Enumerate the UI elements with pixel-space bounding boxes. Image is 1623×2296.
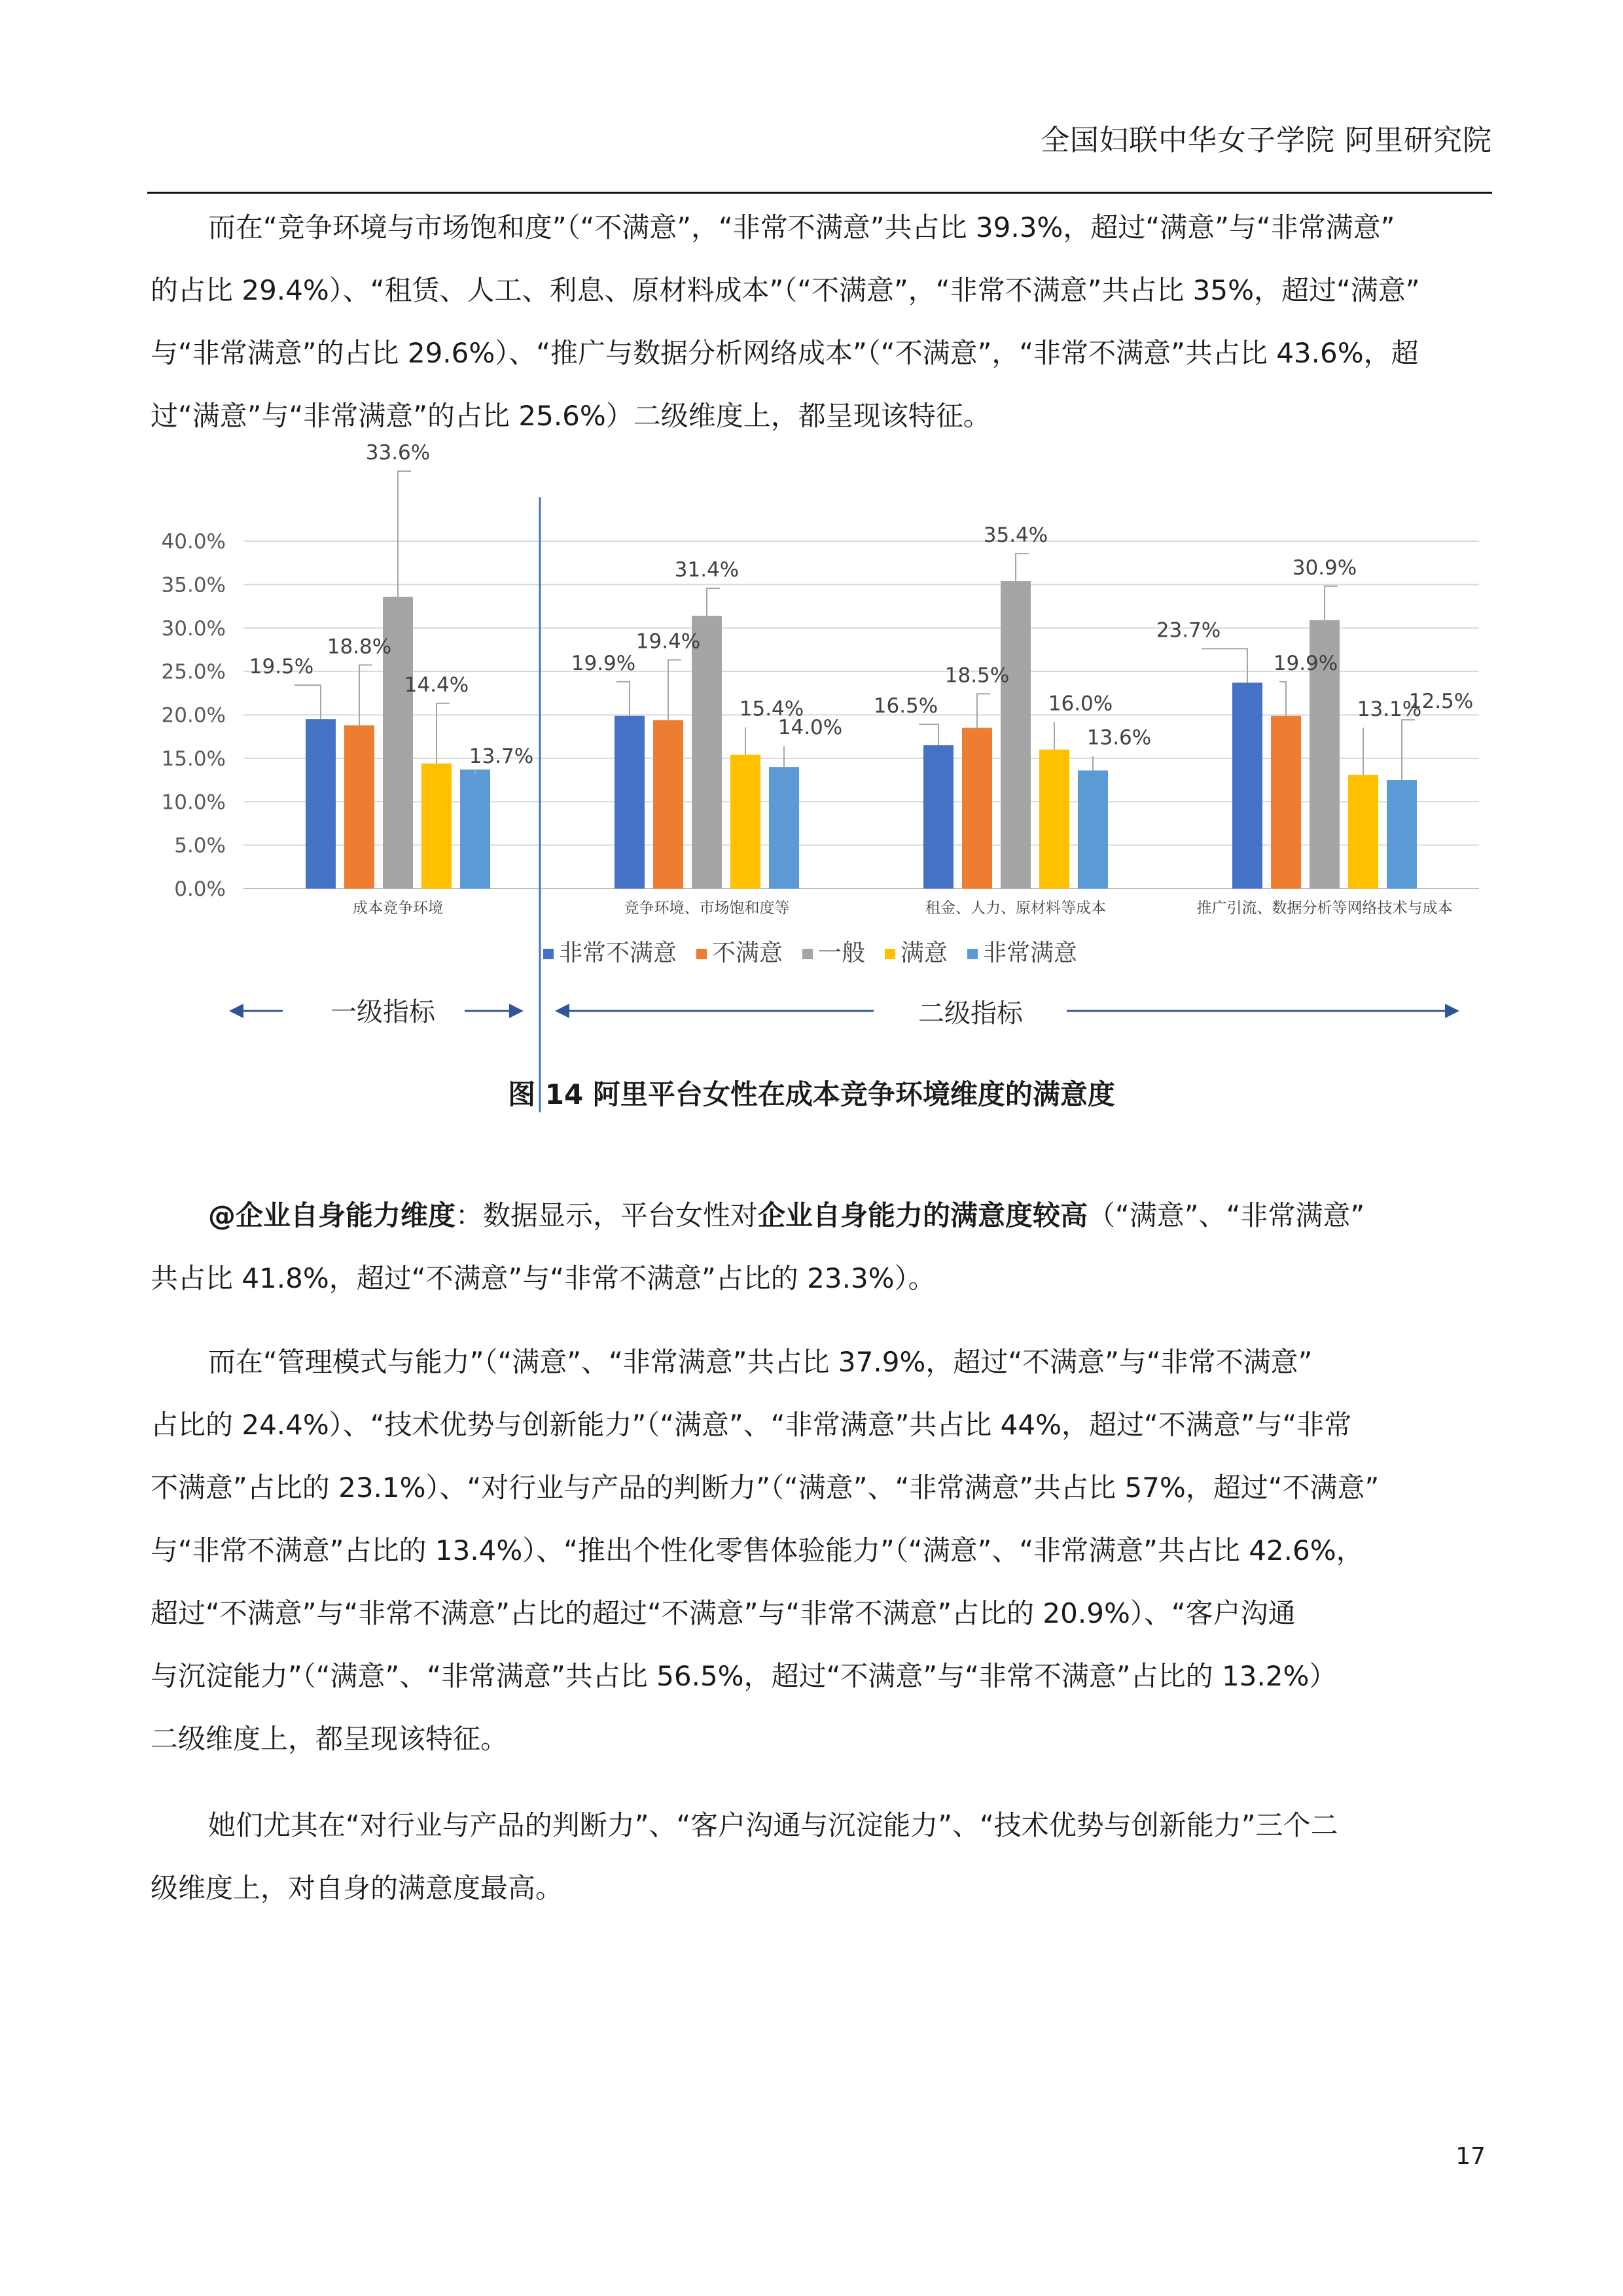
legend-label: 非常不满意 xyxy=(559,940,677,966)
leader-line xyxy=(437,703,450,764)
data-label: 19.9% xyxy=(1273,651,1338,675)
data-label: 12.5% xyxy=(1408,690,1474,714)
bar xyxy=(421,764,452,889)
leader-line xyxy=(398,471,411,597)
ytick-label: 25.0% xyxy=(161,660,226,684)
ytick-label: 5.0% xyxy=(174,834,226,858)
text-line: 的占比 29.4%）、“租赁、人工、利息、原材料成本”（“不满意”，“非常不满意”共占比 35%，超过“满意” xyxy=(151,274,1420,306)
data-label: 23.7% xyxy=(1156,618,1221,643)
text-line: 与“非常不满意”占比的 13.4%）、“推出个性化零售体验能力”（“满意”、“非常满意”共占比 42.6%， xyxy=(151,1534,1364,1566)
legend-swatch xyxy=(543,949,554,959)
ytick-label: 35.0% xyxy=(161,573,226,597)
leader-line xyxy=(919,724,938,745)
data-label: 18.8% xyxy=(327,635,392,659)
data-label: 19.5% xyxy=(249,655,314,679)
category-label: 推广引流、数据分析等网络技术与成本 xyxy=(1196,900,1453,917)
ytick-label: 0.0% xyxy=(174,877,226,901)
ytick-label: 20.0% xyxy=(161,703,226,728)
legend-swatch xyxy=(967,949,978,959)
leader-line xyxy=(1325,586,1338,620)
legend-label: 不满意 xyxy=(712,940,783,966)
bar xyxy=(692,616,722,889)
bar xyxy=(1232,682,1262,889)
bar xyxy=(962,728,992,889)
text-line: 过“满意”与“非常满意”的占比 25.6%）二级维度上，都呈现该特征。 xyxy=(151,400,991,432)
leader-line xyxy=(977,694,990,728)
arrow-head-right-icon xyxy=(1445,1004,1459,1018)
ytick-label: 15.0% xyxy=(161,747,226,771)
bar xyxy=(306,719,336,889)
paragraph-management xyxy=(151,1331,1486,1771)
leader-line xyxy=(1202,648,1247,682)
text-line: 与沉淀能力”（“满意”、“非常满意”共占比 56.5%，超过“不满意”与“非常不满意”占比的 13.2%） xyxy=(151,1660,1337,1692)
legend-label: 一般 xyxy=(818,940,866,966)
level1-label: 一级指标 xyxy=(330,997,435,1027)
bar xyxy=(653,720,683,889)
data-label: 14.4% xyxy=(404,673,469,697)
page-number: 17 xyxy=(1455,2143,1486,2170)
data-label: 13.6% xyxy=(1086,726,1152,750)
satisfaction-bar-chart xyxy=(0,0,1623,1112)
text-line: 共占比 41.8%，超过“不满意”与“非常不满意”占比的 23.3%）。 xyxy=(151,1262,936,1294)
arrow-head-right-icon xyxy=(509,1004,524,1018)
text-line: 与“非常满意”的占比 29.6%）、“推广与数据分析网络成本”（“不满意”，“非常不满意”共占比 43.6%，超 xyxy=(151,337,1419,369)
leader-line xyxy=(359,665,372,725)
leader-line xyxy=(616,682,630,716)
bar xyxy=(1387,780,1417,889)
legend-swatch xyxy=(696,949,707,959)
category-label: 竞争环境、市场饱和度等 xyxy=(624,900,790,917)
document-header: 全国妇联中华女子学院 阿里研究院 xyxy=(1041,124,1492,157)
ytick-label: 40.0% xyxy=(161,530,226,554)
bar xyxy=(1348,775,1378,889)
bar xyxy=(344,725,374,889)
data-label: 33.6% xyxy=(365,440,431,465)
bar xyxy=(1078,770,1108,889)
data-label: 16.5% xyxy=(873,694,938,718)
text-line: 而在“竞争环境与市场饱和度”（“不满意”，“非常不满意”共占比 39.3%，超过“满意”与“非常满意” xyxy=(208,211,1395,243)
data-label: 30.9% xyxy=(1292,556,1357,580)
text-line: 级维度上，对自身的满意度最高。 xyxy=(151,1872,563,1904)
bold-heading: @企业自身能力维度 xyxy=(208,1199,456,1231)
text-line: 她们尤其在“对行业与产品的判断力”、“客户沟通与沉淀能力”、“技术优势与创新能力”三个二 xyxy=(208,1809,1338,1841)
figure-caption: 图 14 阿里平台女性在成本竞争环境维度的满意度 xyxy=(508,1078,1115,1110)
text-line: 不满意”占比的 23.1%）、“对行业与产品的判断力”（“满意”、“非常满意”共占比 57%，超过“不满意” xyxy=(151,1472,1380,1504)
bar xyxy=(615,716,645,889)
legend-label: 满意 xyxy=(901,940,948,966)
data-label: 13.1% xyxy=(1357,698,1422,722)
paragraph-highest xyxy=(151,1794,1486,1920)
leader-line xyxy=(707,588,720,616)
level2-label: 二级指标 xyxy=(918,998,1023,1029)
data-label: 31.4% xyxy=(674,558,740,582)
leader-line xyxy=(1402,720,1415,780)
bold-highlight: 企业自身能力的满意度较高 xyxy=(758,1199,1088,1231)
ytick-label: 10.0% xyxy=(161,790,226,815)
bar xyxy=(460,769,490,889)
text-run: ：数据显示，平台女性对 xyxy=(455,1199,758,1231)
ytick-label: 30.0% xyxy=(161,616,226,641)
text-line: 而在“管理模式与能力”（“满意”、“非常满意”共占比 37.9%，超过“不满意”与“非常不满意” xyxy=(208,1346,1313,1378)
data-label: 19.4% xyxy=(635,629,701,654)
bar xyxy=(1039,750,1069,889)
data-label: 15.4% xyxy=(739,697,804,721)
arrow-head-left-icon xyxy=(555,1004,569,1018)
arrow-head-left-icon xyxy=(229,1004,243,1018)
bar xyxy=(923,745,954,889)
text-line: 二级维度上，都呈现该特征。 xyxy=(151,1723,508,1755)
text-line: 占比的 24.4%）、“技术优势与创新能力”（“满意”、“非常满意”共占比 44%，超过“不满意”与“非常 xyxy=(151,1409,1352,1441)
leader-line xyxy=(294,685,321,719)
leader-line xyxy=(668,660,681,720)
text-run: （“满意”、“非常满意” xyxy=(1088,1199,1365,1231)
text-line: 超过“不满意”与“非常不满意”占比的超过“不满意”与“非常不满意”占比的 20.9%）、“客户沟通 xyxy=(151,1597,1296,1629)
paragraph-self-capability xyxy=(151,1184,1486,1310)
legend-swatch xyxy=(885,949,895,959)
legend-swatch xyxy=(802,949,813,959)
bar xyxy=(769,767,799,889)
data-label: 18.5% xyxy=(944,663,1010,688)
data-label: 16.0% xyxy=(1048,692,1113,716)
data-label: 13.7% xyxy=(469,745,534,769)
category-label: 成本竞争环境 xyxy=(353,900,443,917)
data-label: 19.9% xyxy=(571,651,636,675)
legend-label: 非常满意 xyxy=(983,940,1078,966)
category-label: 租金、人力、原材料等成本 xyxy=(925,900,1106,917)
data-label: 35.4% xyxy=(983,523,1048,548)
data-label: 14.0% xyxy=(777,716,843,740)
bar xyxy=(1271,716,1301,889)
leader-line xyxy=(1016,554,1029,581)
bar xyxy=(1001,581,1031,889)
bar xyxy=(730,755,760,889)
leader-line xyxy=(1279,682,1286,716)
